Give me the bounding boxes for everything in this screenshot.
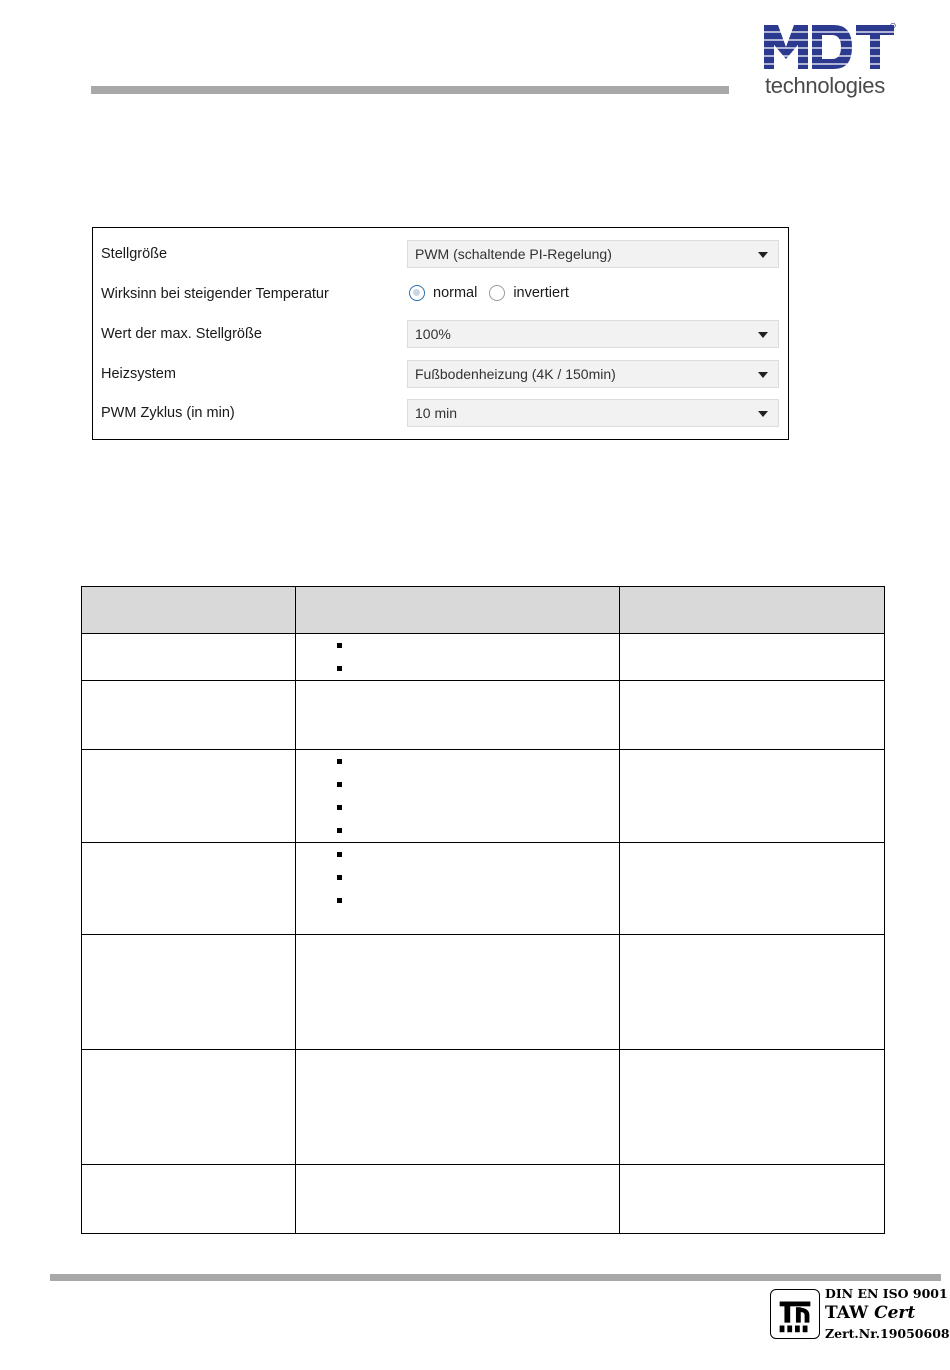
table-row [82,1165,885,1234]
cert-issuer-italic: Cert [874,1303,916,1323]
param-label: Heizsystem [101,366,176,382]
taw-cert-logo [770,1289,820,1339]
heizsystem-select[interactable] [407,360,779,388]
cert-issuer-name: TAW [825,1303,869,1323]
parameter-panel [92,227,789,440]
table-cell [295,1165,620,1234]
table-cell [82,1050,296,1165]
radio-invertiert[interactable] [489,285,505,301]
logo-subtitle: technologies [765,73,885,98]
table-cell [82,843,296,935]
select-value: PWM (schaltende PI-Regelung) [415,246,612,262]
bullet-item [296,889,620,912]
bullet-icon [337,666,342,671]
table-header-cell [620,587,885,634]
table-cell [620,681,885,750]
select-value: Fußbodenheizung (4K / 150min) [415,366,616,382]
table-row [82,1050,885,1165]
bullet-item [296,773,620,796]
bullet-item [296,634,620,657]
stellgroesse-select[interactable] [407,240,779,268]
table-row [82,750,885,843]
bullet-item [296,750,620,773]
table-cell [620,1165,885,1234]
table-header-cell [82,587,296,634]
bullet-icon [337,875,342,880]
bullet-icon [337,805,342,810]
radio-normal[interactable] [409,285,425,301]
table-cell [82,634,296,681]
table-cell [82,681,296,750]
bullet-icon [337,898,342,903]
table-cell [82,750,296,843]
bullet-icon [337,852,342,857]
pwm-zyklus-select[interactable] [407,399,779,427]
param-label: Wirksinn bei steigender Temperatur [101,286,329,302]
param-label: Stellgröße [101,246,168,262]
select-value: 100% [415,326,451,342]
table-cell [295,634,620,681]
bullet-item [296,843,620,866]
table-cell [82,935,296,1050]
chevron-down-icon [758,332,768,338]
footer-divider [50,1274,941,1281]
bullet-icon [337,782,342,787]
param-row-pwm-zyklus [93,399,788,429]
wirksinn-radio-group [409,285,581,301]
bullet-item [296,657,620,680]
parameter-table [81,586,885,1234]
chevron-down-icon [758,411,768,417]
bullet-item [296,866,620,889]
table-cell [295,1050,620,1165]
table-row [82,843,885,935]
table-row [82,634,885,681]
param-row-max-stellgroesse [93,320,788,350]
table-cell [620,935,885,1050]
table-cell [295,681,620,750]
header-divider [91,86,729,94]
param-row-wirksinn [93,280,788,310]
table-cell [620,1050,885,1165]
param-label: PWM Zyklus (in min) [101,405,235,421]
table-header-cell [295,587,620,634]
bullet-icon [337,759,342,764]
table-row [82,681,885,750]
mdt-logo [764,23,896,71]
table-cell [620,634,885,681]
param-row-heizsystem [93,360,788,390]
table-cell [295,750,620,843]
cert-issuer [825,1303,915,1323]
table-cell [295,843,620,935]
bullet-item [296,796,620,819]
chevron-down-icon [758,252,768,258]
select-value: 10 min [415,405,458,421]
cert-standard: DIN EN ISO 9001 [825,1286,948,1301]
max-stellgroesse-select[interactable] [407,320,779,348]
bullet-item [296,819,620,842]
table-cell [620,843,885,935]
cert-number: Zert.Nr.19050608 [825,1326,950,1341]
table-header-row [82,587,885,634]
table-cell [620,750,885,843]
radio-label: normal [433,285,478,301]
table-cell [295,935,620,1050]
table-cell [82,1165,296,1234]
param-row-stellgroesse [93,240,788,270]
chevron-down-icon [758,372,768,378]
bullet-icon [337,643,342,648]
param-label: Wert der max. Stellgröße [101,326,262,342]
radio-label: invertiert [513,285,569,301]
bullet-icon [337,828,342,833]
table-row [82,935,885,1050]
